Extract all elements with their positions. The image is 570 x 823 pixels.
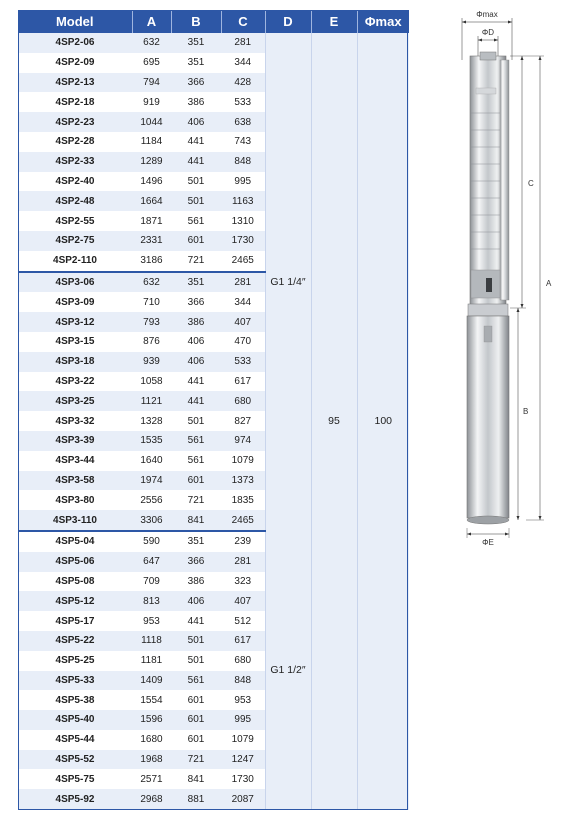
- cell-model: 4SP3-09: [18, 292, 132, 312]
- cell-c: 1247: [221, 750, 265, 770]
- cell-a: 3306: [132, 510, 171, 531]
- cell-b: 441: [171, 391, 221, 411]
- header-d: D: [265, 10, 311, 33]
- cell-a: 710: [132, 292, 171, 312]
- cell-b: 501: [171, 411, 221, 431]
- cell-c: 995: [221, 172, 265, 192]
- cell-c: 848: [221, 671, 265, 691]
- cell-model: 4SP5-17: [18, 611, 132, 631]
- cell-a: 1181: [132, 651, 171, 671]
- cell-b: 366: [171, 292, 221, 312]
- cell-c: 428: [221, 73, 265, 93]
- cell-model: 4SP2-110: [18, 251, 132, 272]
- cell-model: 4SP5-44: [18, 730, 132, 750]
- cell-model: 4SP2-33: [18, 152, 132, 172]
- cell-model: 4SP5-40: [18, 710, 132, 730]
- spec-body: [18, 33, 409, 810]
- cell-a: 813: [132, 591, 171, 611]
- cell-b: 601: [171, 730, 221, 750]
- cell-a: 794: [132, 73, 171, 93]
- cell-b: 601: [171, 710, 221, 730]
- cell-model: 4SP2-48: [18, 191, 132, 211]
- cell-b: 441: [171, 372, 221, 392]
- cell-a: 1664: [132, 191, 171, 211]
- table-row: [18, 33, 409, 53]
- cell-c: 1373: [221, 471, 265, 491]
- cell-c: 1079: [221, 730, 265, 750]
- cell-model: 4SP2-55: [18, 211, 132, 231]
- header-b: B: [171, 10, 221, 33]
- cell-a: 1968: [132, 750, 171, 770]
- b-label: B: [523, 407, 529, 416]
- cell-c: 2087: [221, 789, 265, 809]
- cell-model: 4SP3-06: [18, 272, 132, 293]
- cell-a: 647: [132, 552, 171, 572]
- cell-a: 2331: [132, 231, 171, 251]
- cell-b: 386: [171, 92, 221, 112]
- cell-b: 366: [171, 552, 221, 572]
- cell-model: 4SP3-110: [18, 510, 132, 531]
- phimax-label: Φmax: [476, 10, 498, 19]
- cell-c: 1730: [221, 769, 265, 789]
- cell-b: 441: [171, 132, 221, 152]
- c-dimension: [510, 56, 534, 308]
- cell-model: 4SP2-40: [18, 172, 132, 192]
- cell-c: 533: [221, 352, 265, 372]
- cell-b: 406: [171, 112, 221, 132]
- cell-a: 3186: [132, 251, 171, 272]
- cell-c: 974: [221, 431, 265, 451]
- cell-a: 2968: [132, 789, 171, 809]
- cell-model: 4SP5-75: [18, 769, 132, 789]
- pump-dimension-diagram: [440, 8, 560, 548]
- cell-model: 4SP5-12: [18, 591, 132, 611]
- cell-model: 4SP3-32: [18, 411, 132, 431]
- cell-a: 1328: [132, 411, 171, 431]
- phid-label: ΦD: [481, 28, 495, 37]
- cell-model: 4SP5-04: [18, 531, 132, 552]
- cell-a: 1118: [132, 631, 171, 651]
- cell-model: 4SP3-44: [18, 451, 132, 471]
- cell-b: 351: [171, 531, 221, 552]
- cell-b: 441: [171, 152, 221, 172]
- cell-a: 919: [132, 92, 171, 112]
- cell-model: 4SP2-13: [18, 73, 132, 93]
- cell-model: 4SP3-22: [18, 372, 132, 392]
- cell-model: 4SP5-38: [18, 690, 132, 710]
- cell-b: 841: [171, 769, 221, 789]
- cell-model: 4SP5-08: [18, 572, 132, 592]
- cell-a: 590: [132, 531, 171, 552]
- cell-c: 680: [221, 651, 265, 671]
- cell-a: 1058: [132, 372, 171, 392]
- cell-model: 4SP5-22: [18, 631, 132, 651]
- cell-b: 386: [171, 572, 221, 592]
- cell-a: 2571: [132, 769, 171, 789]
- cell-c: 1730: [221, 231, 265, 251]
- header-c: C: [221, 10, 265, 33]
- cell-a: 1640: [132, 451, 171, 471]
- cell-c: 617: [221, 631, 265, 651]
- cell-b: 841: [171, 510, 221, 531]
- cell-model: 4SP5-33: [18, 671, 132, 691]
- cell-c: 743: [221, 132, 265, 152]
- cell-c: 407: [221, 312, 265, 332]
- cell-a: 1409: [132, 671, 171, 691]
- cell-a: 632: [132, 272, 171, 293]
- cell-b: 351: [171, 33, 221, 53]
- cell-b: 561: [171, 671, 221, 691]
- cell-c: 953: [221, 690, 265, 710]
- cell-model: 4SP2-06: [18, 33, 132, 53]
- cell-b: 351: [171, 272, 221, 293]
- cell-a: 939: [132, 352, 171, 372]
- cell-a: 1289: [132, 152, 171, 172]
- cell-c: 1079: [221, 451, 265, 471]
- cell-c: 407: [221, 591, 265, 611]
- cell-c: 2465: [221, 251, 265, 272]
- cell-model: 4SP2-23: [18, 112, 132, 132]
- spec-table: [18, 10, 409, 810]
- cell-model: 4SP3-25: [18, 391, 132, 411]
- cell-b: 601: [171, 690, 221, 710]
- cell-c: 995: [221, 710, 265, 730]
- cell-c: 344: [221, 53, 265, 73]
- cell-c: 344: [221, 292, 265, 312]
- cell-model: 4SP2-28: [18, 132, 132, 152]
- cell-model: 4SP3-18: [18, 352, 132, 372]
- c-label: C: [528, 179, 534, 188]
- cell-b: 386: [171, 312, 221, 332]
- cell-a: 632: [132, 33, 171, 53]
- cell-c: 281: [221, 33, 265, 53]
- cell-b: 561: [171, 431, 221, 451]
- cell-b: 721: [171, 251, 221, 272]
- cell-c: 617: [221, 372, 265, 392]
- cell-a: 2556: [132, 490, 171, 510]
- cell-a: 1121: [132, 391, 171, 411]
- cell-d: G1 1/2″: [265, 531, 311, 810]
- cell-a: 876: [132, 332, 171, 352]
- cell-b: 501: [171, 172, 221, 192]
- cell-model: 4SP2-09: [18, 53, 132, 73]
- cell-c: 848: [221, 152, 265, 172]
- cell-c: 1163: [221, 191, 265, 211]
- cell-b: 721: [171, 490, 221, 510]
- cell-b: 501: [171, 631, 221, 651]
- cell-a: 1680: [132, 730, 171, 750]
- cell-b: 501: [171, 651, 221, 671]
- cell-c: 2465: [221, 510, 265, 531]
- cell-c: 281: [221, 552, 265, 572]
- cell-b: 561: [171, 451, 221, 471]
- cell-b: 406: [171, 352, 221, 372]
- cell-c: 827: [221, 411, 265, 431]
- cell-a: 1535: [132, 431, 171, 451]
- pump-body: [467, 52, 509, 524]
- cell-a: 709: [132, 572, 171, 592]
- cell-model: 4SP3-15: [18, 332, 132, 352]
- cell-c: 512: [221, 611, 265, 631]
- cell-d: G1 1/4″: [265, 33, 311, 531]
- cell-a: 1871: [132, 211, 171, 231]
- cell-b: 351: [171, 53, 221, 73]
- cell-c: 533: [221, 92, 265, 112]
- cell-b: 441: [171, 611, 221, 631]
- cell-c: 638: [221, 112, 265, 132]
- header-a: A: [132, 10, 171, 33]
- cell-b: 881: [171, 789, 221, 809]
- cell-c: 281: [221, 272, 265, 293]
- cell-b: 601: [171, 231, 221, 251]
- a-dimension: [526, 56, 552, 520]
- cell-b: 561: [171, 211, 221, 231]
- cell-model: 4SP5-92: [18, 789, 132, 809]
- a-label: A: [546, 279, 552, 288]
- cell-model: 4SP3-80: [18, 490, 132, 510]
- cell-a: 1496: [132, 172, 171, 192]
- cell-a: 953: [132, 611, 171, 631]
- cell-model: 4SP3-12: [18, 312, 132, 332]
- cell-b: 406: [171, 591, 221, 611]
- header-phimax: Φmax: [357, 10, 409, 33]
- cell-phimax: 100: [357, 33, 409, 810]
- cell-model: 4SP5-52: [18, 750, 132, 770]
- header-model: Model: [18, 10, 132, 33]
- cell-model: 4SP5-06: [18, 552, 132, 572]
- cell-a: 1184: [132, 132, 171, 152]
- cell-e: 95: [311, 33, 357, 810]
- cell-a: 1596: [132, 710, 171, 730]
- cell-b: 601: [171, 471, 221, 491]
- phie-dimension: [467, 528, 509, 547]
- cell-c: 239: [221, 531, 265, 552]
- cell-model: 4SP5-25: [18, 651, 132, 671]
- cell-b: 406: [171, 332, 221, 352]
- cell-b: 501: [171, 191, 221, 211]
- cell-b: 721: [171, 750, 221, 770]
- cell-a: 695: [132, 53, 171, 73]
- phie-label: ΦE: [482, 538, 494, 547]
- cell-c: 1310: [221, 211, 265, 231]
- cell-model: 4SP2-18: [18, 92, 132, 112]
- cell-model: 4SP3-58: [18, 471, 132, 491]
- cell-model: 4SP2-75: [18, 231, 132, 251]
- cell-c: 1835: [221, 490, 265, 510]
- cell-c: 680: [221, 391, 265, 411]
- cell-b: 366: [171, 73, 221, 93]
- cell-a: 1974: [132, 471, 171, 491]
- cell-model: 4SP3-39: [18, 431, 132, 451]
- header-e: E: [311, 10, 357, 33]
- cell-a: 793: [132, 312, 171, 332]
- cell-a: 1554: [132, 690, 171, 710]
- b-dimension: [517, 308, 529, 520]
- cell-a: 1044: [132, 112, 171, 132]
- cell-c: 323: [221, 572, 265, 592]
- cell-c: 470: [221, 332, 265, 352]
- header-row: [18, 10, 409, 33]
